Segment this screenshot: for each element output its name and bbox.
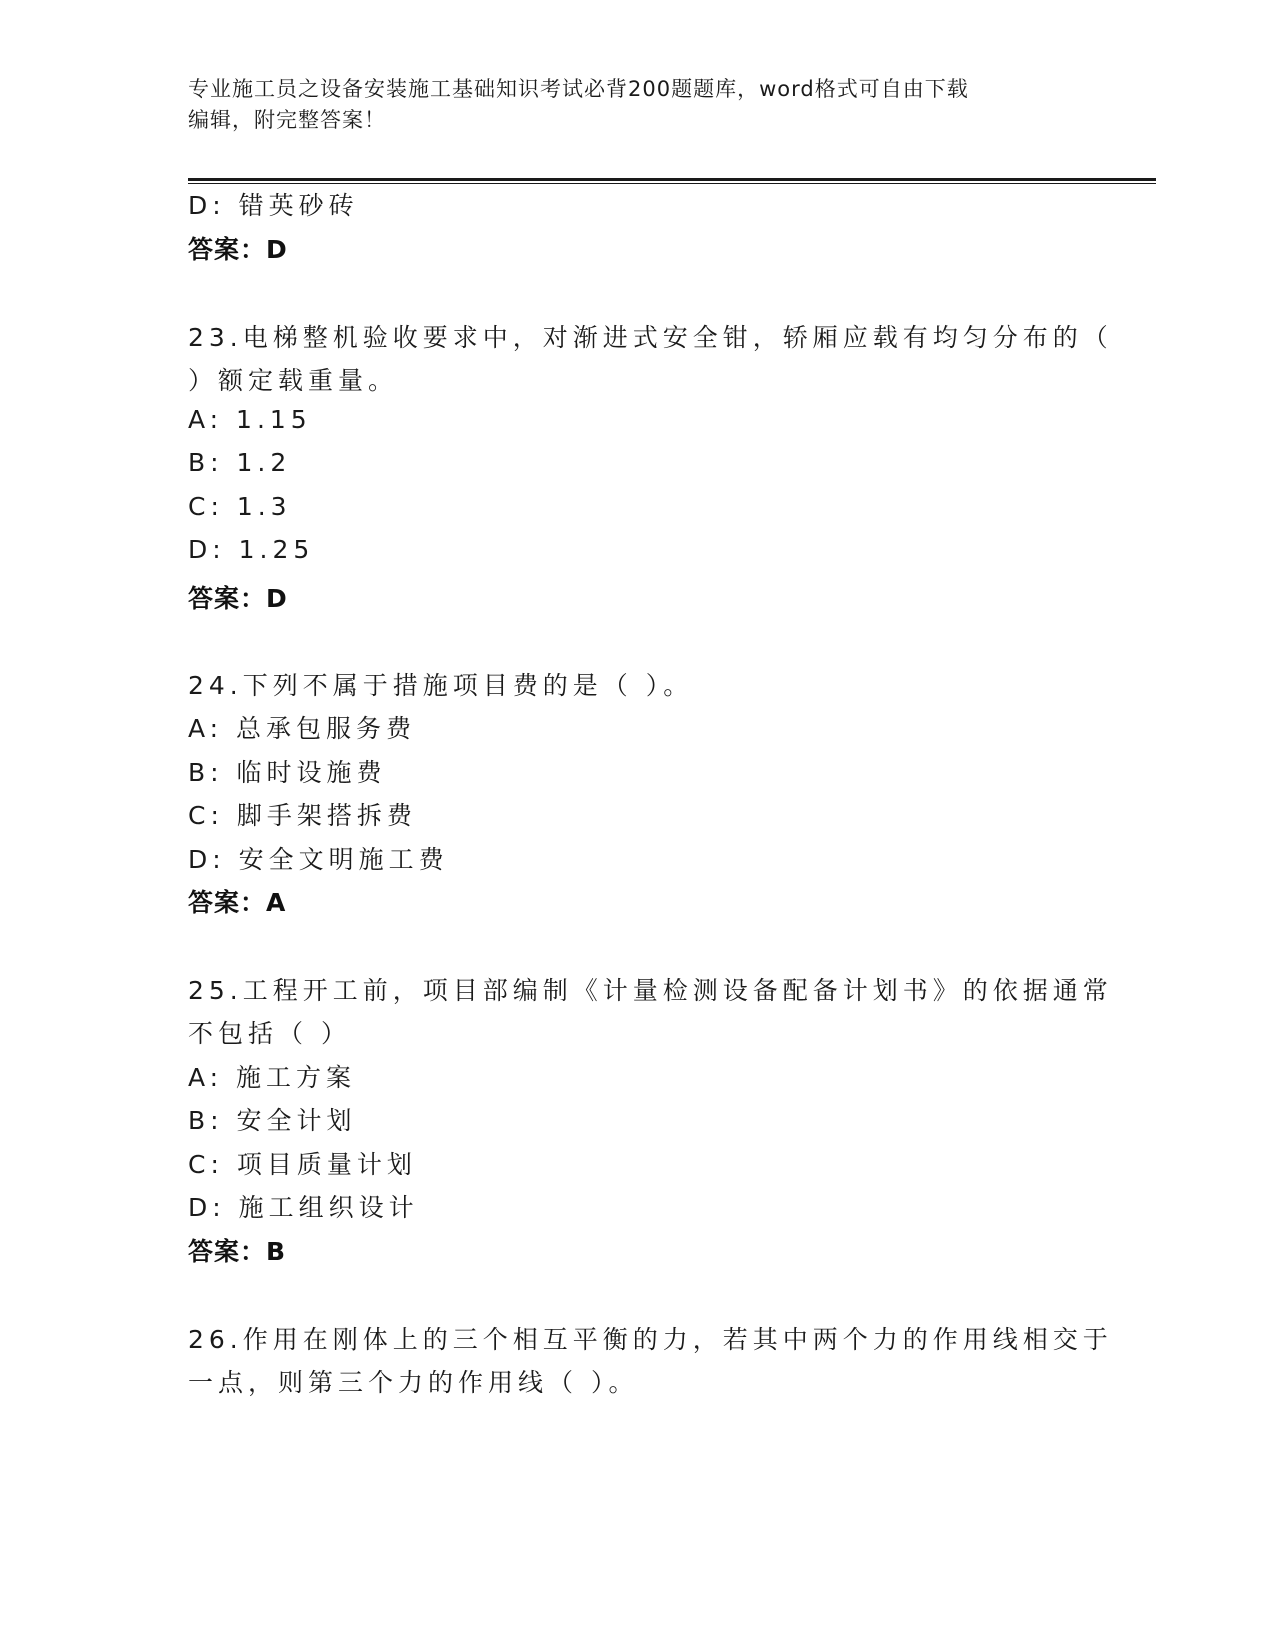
header-title-line-1: 专业施工员之设备安装施工基础知识考试必背200题题库，word格式可自由下载 (188, 77, 969, 101)
q23-stem-line-2: ）额定载重量。 (188, 366, 399, 395)
q26-stem-line-2: 一点，则第三个力的作用线（ ）。 (188, 1368, 639, 1397)
q24-option-d: D: 安全文明施工费 (188, 845, 449, 874)
q25-answer: 答案：B (188, 1237, 287, 1266)
q23-stem-line-1: 23.电梯整机验收要求中，对渐进式安全钳，轿厢应载有均匀分布的（ (188, 323, 1113, 352)
header-divider-thin (188, 183, 1156, 184)
q23-option-d: D: 1.25 (188, 535, 315, 564)
q22-option-d: D: 错英砂砖 (188, 191, 359, 220)
q23-option-c: C: 1.3 (188, 492, 292, 521)
q24-option-c: C: 脚手架搭拆费 (188, 801, 417, 830)
q26-stem-line-1: 26.作用在刚体上的三个相互平衡的力，若其中两个力的作用线相交于 (188, 1325, 1113, 1354)
q25-stem-line-1: 25.工程开工前，项目部编制《计量检测设备配备计划书》的依据通常 (188, 976, 1113, 1005)
header-title-line-2: 编辑，附完整答案！ (188, 108, 386, 132)
header-divider-thick (188, 178, 1156, 181)
q24-stem-line-1: 24.下列不属于措施项目费的是（ ）。 (188, 671, 694, 700)
q24-option-a: A: 总承包服务费 (188, 714, 417, 743)
q24-answer: 答案：A (188, 888, 287, 917)
q23-option-a: A: 1.15 (188, 405, 312, 434)
q24-option-b: B: 临时设施费 (188, 758, 387, 787)
q25-option-d: D: 施工组织设计 (188, 1193, 419, 1222)
q22-answer: 答案：D (188, 235, 288, 264)
q25-option-a: A: 施工方案 (188, 1063, 357, 1092)
q23-answer: 答案：D (188, 584, 288, 613)
q25-stem-line-2: 不包括（ ） (188, 1019, 351, 1048)
q25-option-b: B: 安全计划 (188, 1106, 357, 1135)
q25-option-c: C: 项目质量计划 (188, 1150, 417, 1179)
q23-option-b: B: 1.2 (188, 448, 292, 477)
document-header (188, 74, 1068, 136)
